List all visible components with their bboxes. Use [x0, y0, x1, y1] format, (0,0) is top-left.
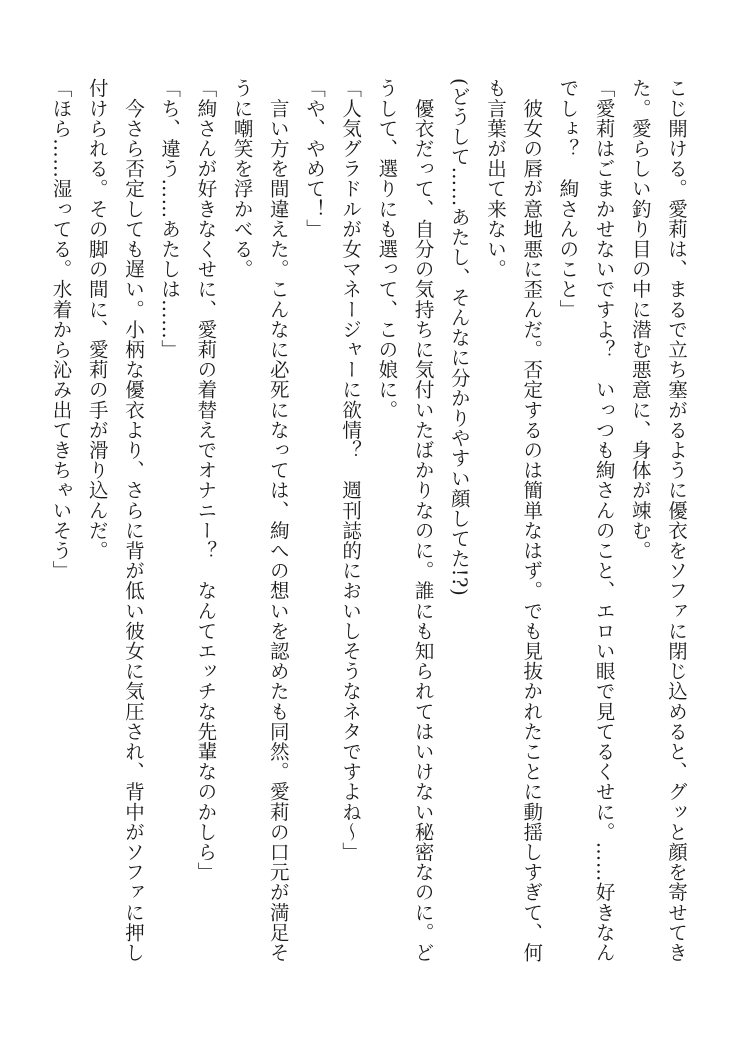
text-line: (どうして……あたし、そんなに分かりやすい顔してた!?) — [447, 78, 471, 597]
text-line: 彼女の唇が意地悪に歪んだ。否定するのは簡単なはず。でも見抜かれたことに動揺しすぎて、何 — [520, 78, 544, 963]
text-line: でしょ？ 絢さんのこと」 — [556, 78, 580, 320]
text-line: うに嘲笑を浮かべる。 — [230, 78, 254, 279]
text-line: 「ち、違う……あたしは……」 — [158, 78, 182, 360]
text-line: 今さら否定しても遅い。小柄な優衣より、さらに背が低い彼女に気圧され、背中がソファに押し — [121, 78, 145, 963]
text-line: 付けられる。その脚の間に、愛莉の手が滑り込んだ。 — [85, 78, 109, 561]
text-line: 「絢さんが好きなくせに、愛莉の着替えでオナニー？ なんてエッチな先輩なのかしら」 — [194, 78, 218, 882]
text-line: こじ開ける。愛莉は、まるで立ち塞がるように優衣をソファに閉じ込めると、グッと顔を寄せてき — [665, 78, 688, 963]
text-line: 「愛莉はごまかせないですよ？ いっつも絢さんのこと、エロい眼で見てるくせに。……好きなん — [592, 78, 616, 963]
text-line: 「ほら……湿ってる。水着から沁み出てきちゃいそう」 — [49, 78, 73, 581]
text-line: 言い方を間違えた。こんなに必死になっては、絢への想いを認めたも同然。愛莉の口元が満足そ — [266, 78, 290, 963]
text-line: 「人気グラドルが女マネージャーに欲情？ 週刊誌的においしそうなネタですよね～」 — [339, 78, 363, 862]
text-line: うして、選りにも選って、この娘に。 — [375, 78, 399, 420]
text-line: 優衣だって、自分の気持ちに気付いたばかりなのに。誰にも知られてはいけない秘密なのに。ど — [411, 78, 435, 963]
vertical-text-body — [42, 78, 694, 978]
text-line: も言葉が出て来ない。 — [483, 78, 507, 279]
text-line: た。愛らしい釣り目の中に潜む悪意に、身体が竦む。 — [628, 78, 652, 561]
text-line: 「や、やめて！」 — [302, 78, 326, 239]
